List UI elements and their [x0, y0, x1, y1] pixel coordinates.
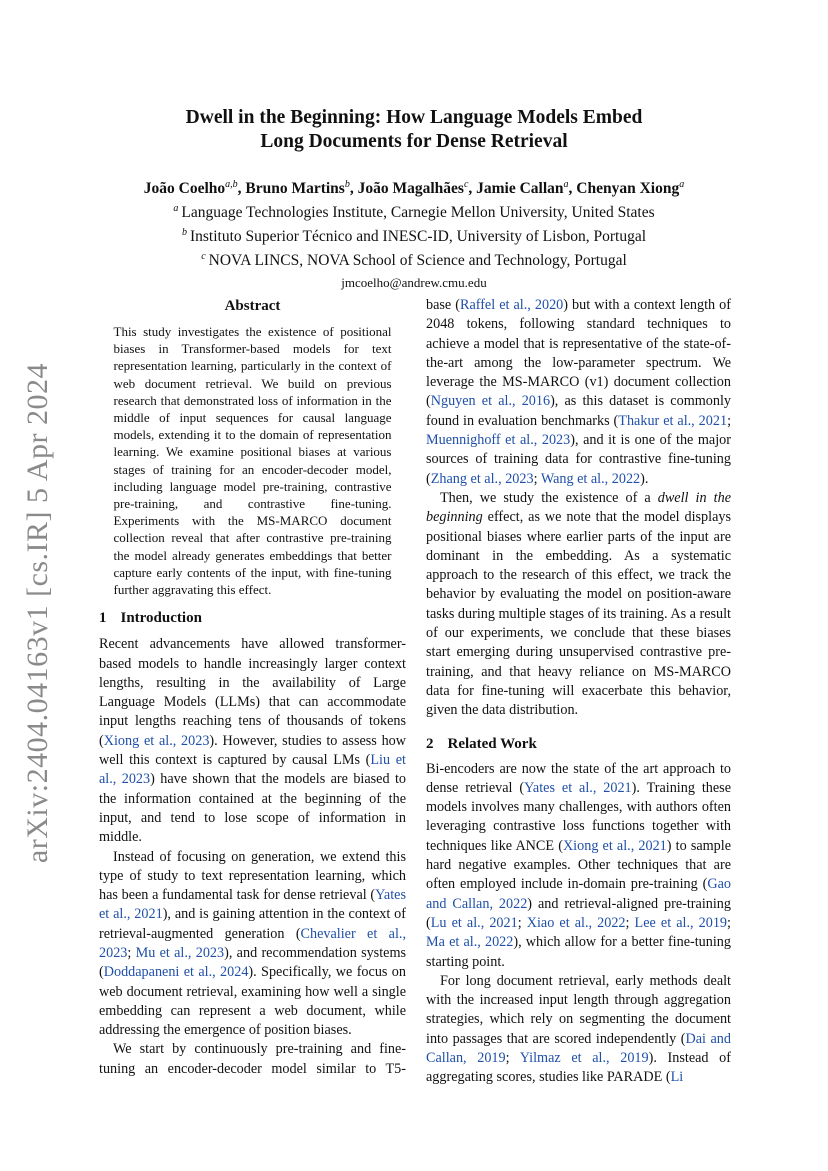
citation-link: Doddapaneni et al., 2024 [103, 964, 249, 981]
author-affiliation-mark: a [679, 179, 685, 190]
affiliation-mark: b [181, 227, 187, 239]
author-separator: , [349, 180, 358, 198]
paragraph-text: ; [517, 914, 527, 931]
author-affiliation-mark: a,b [225, 179, 238, 190]
section-heading-introduction [99, 608, 406, 628]
author-name: Chenyan Xiong [576, 180, 680, 198]
related-work-body [426, 760, 731, 1088]
body-paragraph [99, 1040, 406, 1079]
paragraph-text: ) to sample hard negative examples. Other techniques that are often employed include in-domain pre-training ( [426, 837, 732, 893]
section-title: Introduction [120, 610, 202, 627]
paragraph-text: ), as this dataset is commonly found in evaluation benchmarks ( [426, 393, 731, 429]
contact-email: jmcoelho@andrew.cmu.edu [341, 274, 487, 290]
body-paragraph [99, 848, 406, 1041]
body-paragraph [426, 972, 731, 1088]
paragraph-text: Recent advancements have allowed transformer-based models to handle increasingly larger context lengths, resulting in the availability of Large Language Models (LLMs) that can accommodate input lengths reaching tens of thousands of tokens ( [99, 636, 406, 749]
author-separator: , [568, 180, 577, 198]
citation-link: Yilmaz et al., 2019 [519, 1049, 649, 1066]
affiliation-text: Language Technologies Institute, Carnegie Mellon University, United States [181, 204, 655, 222]
paragraph-text: Bi-encoders are now the state of the art approach to dense retrieval ( [426, 760, 731, 796]
author-separator: , [468, 180, 477, 198]
citation-link: Zhang et al., 2023 [430, 470, 534, 487]
left-column [99, 296, 406, 1079]
paragraph-text: ), which allow for a better fine-tuning starting point. [426, 934, 731, 970]
paper-title [80, 106, 748, 154]
author-separator: , [237, 180, 246, 198]
abstract-text: This study investigates the existence of positional biases in Transformer-based models for text representation learning, particularly in the context of web document retrieval. We build on previous research that demonstrated loss of information in the middle of input sequences for causal language models, extending it to the domain of representation learning. We examine positional biases at various stages of training for an encoder-decoder model, including language model pre-training, contrastive pre-training, and contrastive fine-tuning. Experiments with the MS-MARCO document collection reveal that after contrastive pre-training the model already generates embeddings that better capture early contents of the input, with fine-tuning further aggravating this effect. [113, 324, 392, 598]
arxiv-identifier-stamp [18, 362, 58, 864]
affiliation-list [80, 199, 748, 271]
paragraph-text: base ( [426, 297, 460, 313]
citation-link: Nguyen et al., 2016 [430, 393, 551, 410]
citation-link: Xiong et al., 2023 [103, 732, 210, 749]
section-number: 1 [99, 610, 107, 627]
citation-link: Raffel et al., 2020 [459, 297, 564, 313]
affiliation-line [80, 199, 748, 223]
body-paragraph [426, 489, 731, 721]
citation-link: Liu et al., 2023 [99, 752, 406, 788]
introduction-body-left [99, 635, 406, 1079]
paragraph-text: ). Training these models involves many challenges, with authors often leveraging contrastive loss functions together with techniques like ANCE ( [426, 779, 731, 854]
paragraph-text: ), and it is one of the major sources of training data for contrastive fine-tuning ( [426, 432, 731, 487]
citation-link: Dai and Callan, 2019 [426, 1030, 731, 1066]
paragraph-text: ; [727, 412, 732, 429]
paragraph-text: We start by continuously pre-training and fine-tuning an encoder-decoder model similar to T5- [99, 1041, 406, 1077]
citation-link: Li [670, 1069, 684, 1086]
paragraph-text: ) and retrieval-aligned pre-training ( [426, 895, 731, 931]
paragraph-text: Then, we study the existence of a [440, 489, 658, 506]
paragraph-text: ), and recommendation systems ( [99, 945, 406, 981]
body-paragraph [426, 296, 731, 489]
paragraph-text: For long document retrieval, early methods dealt with the increased input length through aggregation strategies, which rely on segmenting the document into passages that are scored independently ( [426, 972, 731, 1047]
abstract-heading: Abstract [224, 298, 281, 314]
paragraph-text: ). Instead of aggregating scores, studies like PARADE ( [426, 1049, 731, 1086]
citation-link: Lu et al., 2021 [430, 914, 518, 931]
paragraph-text: ; [727, 914, 731, 931]
affiliation-line [80, 247, 748, 271]
title-line-1: Dwell in the Beginning: How Language Models Embed [185, 107, 643, 128]
body-paragraph [426, 760, 731, 972]
affiliation-mark: a [173, 203, 179, 215]
paragraph-text: ). Specifically, we focus on web document retrieval, examining how well a single embedding can represent a web document, while addressing the emergence of position biases. [99, 964, 406, 1039]
paragraph-text: ; [625, 914, 635, 931]
body-paragraph [99, 635, 406, 847]
section-number: 2 [426, 735, 434, 752]
author-name: Jamie Callan [476, 180, 564, 198]
citation-link: Xiao et al., 2022 [526, 914, 626, 931]
affiliation-text: NOVA LINCS, NOVA School of Science and Technology, Portugal [208, 252, 627, 270]
paragraph-text: ) but with a context length of 2048 tokens, following standard techniques to achieve a model that is representative of the state-of-the-art among the low-parameter spectrum. We leverage the MS-MARCO (v1) document collection ( [426, 297, 731, 410]
affiliation-text: Instituto Superior Técnico and INESC-ID, University of Lisbon, Portugal [189, 228, 647, 246]
paragraph-text: ; [533, 470, 541, 487]
right-column [426, 296, 731, 1088]
paper-header [80, 106, 748, 293]
citation-link: Gao and Callan, 2022 [426, 876, 731, 912]
section-heading-related-work [426, 734, 731, 754]
citation-link: Chevalier et al., 2023 [99, 925, 406, 961]
paragraph-text: ). However, studies to assess how well this context is captured by causal LMs ( [99, 732, 406, 769]
section-title: Related Work [447, 735, 537, 752]
paragraph-text: effect, as we note that the model displays positional biases where earlier parts of the input are dominant in the embedding. As a systematic approach to the research of this effect, we track the behavior by evaluating the model on position-aware tasks during multiple stages of its training. As a result of our experiments, we conclude that these biases start emerging during unsupervised contrastive pre-training, and that heavy reliance on MS-MARCO data for fine-tuning will exacerbate this behavior, given the data distribution. [426, 509, 731, 719]
citation-link: Lee et al., 2019 [634, 914, 728, 931]
citation-link: Muennighoff et al., 2023 [426, 432, 571, 449]
emphasis-text: dwell in the beginning [426, 489, 732, 526]
abstract-section [99, 296, 406, 598]
arxiv-id: arXiv:2404.04163v1 [cs.IR] 5 Apr 2024 [21, 362, 54, 864]
title-line-2: Long Documents for Dense Retrieval [260, 131, 568, 152]
author-name: João Magalhães [357, 180, 464, 198]
author-affiliation-mark: b [344, 179, 350, 190]
paragraph-text: ; [505, 1049, 520, 1066]
citation-link: Yates et al., 2021 [99, 887, 406, 923]
affiliation-mark: c [201, 251, 206, 263]
citation-link: Yates et al., 2021 [524, 779, 632, 796]
author-name: João Coelho [143, 180, 226, 198]
paragraph-text: ), and is gaining attention in the context of retrieval-augmented generation ( [99, 906, 406, 942]
citation-link: Xiong et al., 2021 [562, 837, 667, 854]
citation-link: Wang et al., 2022 [540, 470, 641, 487]
affiliation-line [80, 223, 748, 247]
paragraph-text: ) have shown that the models are biased to the information contained at the beginning of the input, and tend to lose scope of information in middle. [99, 771, 406, 846]
author-affiliation-mark: c [463, 179, 469, 190]
paragraph-text: ; [127, 945, 136, 961]
citation-link: Ma et al., 2022 [426, 934, 514, 951]
introduction-body-right [426, 296, 731, 721]
paragraph-text: Instead of focusing on generation, we extend this type of study to text representation learning, which has been a fundamental task for dense retrieval ( [99, 848, 406, 904]
citation-link: Thakur et al., 2021 [618, 412, 728, 429]
author-name: Bruno Martins [245, 180, 345, 198]
author-list [80, 175, 748, 199]
citation-link: Mu et al., 2023 [135, 945, 225, 961]
paragraph-text: ). [640, 470, 649, 487]
author-affiliation-mark: a [563, 179, 569, 190]
